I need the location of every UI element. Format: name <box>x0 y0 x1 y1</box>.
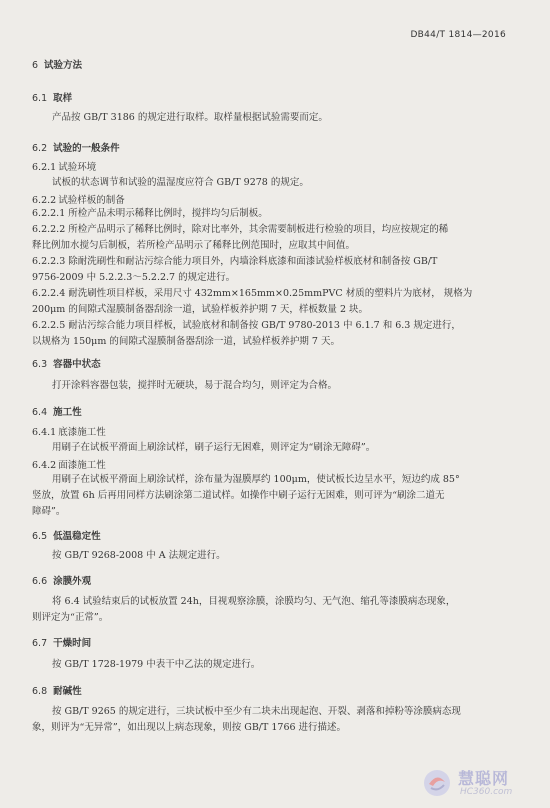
section-6-7-heading <box>32 635 91 649</box>
section-6-5-body: 按 GB/T 9268-2008 中 A 法规定进行。 <box>52 550 226 561</box>
section-6-1-body: 产品按 GB/T 3186 的规定进行取样。取样量根据试验需要而定。 <box>52 112 328 123</box>
section-title: 试验的一般条件 <box>53 143 120 154</box>
clause-6-2-2-1 <box>32 206 268 222</box>
clause-6-2-2-5 <box>32 318 461 350</box>
body-line: 象，则评为“无异常”，如出现以上病态现象，则按 GB/T 1766 进行描述。 <box>32 722 347 733</box>
clause-line: 以规格为 150μm 的间隙式湿膜制备器刮涂一道，试验样板养护期 7 天。 <box>32 336 340 347</box>
section-number: 6 <box>32 60 39 71</box>
section-title: 干燥时间 <box>53 638 92 649</box>
body-line: 按 GB/T 9265 的规定进行，三块试板中至少有二块未出现起泡、开裂、剥落和掉粉等涂膜病态现 <box>52 706 461 717</box>
section-6-4-2-heading <box>32 457 106 471</box>
section-title: 底漆施工性 <box>58 427 106 438</box>
watermark-text: 慧聪网 <box>458 769 510 788</box>
section-title: 容器中状态 <box>53 359 101 370</box>
section-title: 涂膜外观 <box>53 576 92 587</box>
clause-line: 6.2.2.2 所检产品明示了稀释比例时，除对比率外，其余需要制板进行检验的项目，均应按规定的稀 <box>32 224 449 235</box>
section-6-1-heading <box>32 90 72 104</box>
section-number: 6.7 <box>32 638 48 649</box>
section-6-2-2-heading <box>32 192 125 206</box>
section-6-3-body: 打开涂料容器包装，搅拌时无硬块，易于混合均匀，则评定为合格。 <box>52 380 338 391</box>
clause-line: 9756-2009 中 5.2.2.3～5.2.2.7 的规定进行。 <box>32 272 236 283</box>
clause-line: 200μm 的间隙式湿膜制备器刮涂一道，试验样板养护期 7 天，样板数量 2 块。 <box>32 304 369 315</box>
section-6-2-heading <box>32 140 120 154</box>
section-number: 6.2.2 <box>32 195 57 206</box>
section-6-8-body <box>32 704 461 736</box>
clause-line: 6.2.2.3 除耐洗刷性和耐沾污综合能力项目外，内墙涂料底漆和面漆试验样板底材和制备按 GB/T <box>32 256 438 267</box>
section-title: 面漆施工性 <box>58 460 106 471</box>
section-number: 6.2.1 <box>32 162 57 173</box>
section-number: 6.6 <box>32 576 48 587</box>
body-line: 竖放，放置 6h 后再用同样方法刷涂第二道试样。如操作中刷子运行无困难，则可评为“刷涂二道无 <box>32 490 445 501</box>
section-6-4-1-heading <box>32 424 106 438</box>
section-number: 6.8 <box>32 686 48 697</box>
section-6-6-body <box>32 594 456 626</box>
section-6-8-heading <box>32 683 82 697</box>
section-number: 6.5 <box>32 531 48 542</box>
section-6-4-1-body: 用刷子在试板平滑面上刷涂试样，刷子运行无困难，则评定为“刷涂无障碍”。 <box>52 442 376 453</box>
section-title: 施工性 <box>53 407 82 418</box>
section-6-4-heading <box>32 404 82 418</box>
section-title: 低温稳定性 <box>53 531 101 542</box>
clause-line: 6.2.2.4 耐洗刷性项目样板，采用尺寸 432mm×165mm×0.25mmPVC 材质的塑料片为底材， 规格为 <box>32 288 473 299</box>
section-number: 6.2 <box>32 143 48 154</box>
clause-line: 6.2.2.1 所检产品未明示稀释比例时，搅拌均匀后制板。 <box>32 208 268 219</box>
clause-6-2-2-4 <box>32 286 472 318</box>
section-6-heading <box>32 57 82 71</box>
clause-line: 释比例加水搅匀后制板，若所检产品明示了稀释比例范围时，应取其中间值。 <box>32 240 356 251</box>
section-title: 试验方法 <box>44 60 83 71</box>
body-line: 则评定为“正常”。 <box>32 612 109 623</box>
section-6-4-2-body <box>32 472 460 520</box>
section-title: 耐碱性 <box>53 686 82 697</box>
section-number: 6.4.1 <box>32 427 57 438</box>
section-number: 6.3 <box>32 359 48 370</box>
hc360-logo-icon <box>422 768 452 798</box>
section-title: 试验样板的制备 <box>58 195 125 206</box>
section-6-5-heading <box>32 528 101 542</box>
section-number: 6.1 <box>32 93 48 104</box>
section-number: 6.4 <box>32 407 48 418</box>
section-title: 试验环境 <box>58 162 97 173</box>
body-line: 用刷子在试板平滑面上刷涂试样，涂布量为湿膜厚约 100μm，使试板长边呈水平，短边约成 85° <box>52 474 460 485</box>
section-title: 取样 <box>53 93 73 104</box>
section-6-2-1-heading <box>32 159 96 173</box>
clause-6-2-2-2 <box>32 222 448 254</box>
watermark-url: HC360.com <box>460 787 513 797</box>
section-6-2-1-body: 试板的状态调节和试验的温湿度应符合 GB/T 9278 的规定。 <box>52 177 309 188</box>
section-6-6-heading <box>32 573 91 587</box>
watermark <box>422 766 542 802</box>
standard-code: DB44/T 1814—2016 <box>410 30 506 40</box>
body-line: 障碍”。 <box>32 506 66 517</box>
section-number: 6.4.2 <box>32 460 57 471</box>
clause-6-2-2-3 <box>32 254 437 286</box>
clause-line: 6.2.2.5 耐沾污综合能力项目样板，试验底材和制备按 GB/T 9780-2013 中 6.1.7 和 6.3 规定进行， <box>32 320 461 331</box>
section-6-3-heading <box>32 356 101 370</box>
body-line: 将 6.4 试验结束后的试板放置 24h，目视观察涂膜，涂膜均匀、无气泡、缩孔等漆膜病态现象， <box>52 596 456 607</box>
section-6-7-body: 按 GB/T 1728-1979 中表干中乙法的规定进行。 <box>52 659 261 670</box>
